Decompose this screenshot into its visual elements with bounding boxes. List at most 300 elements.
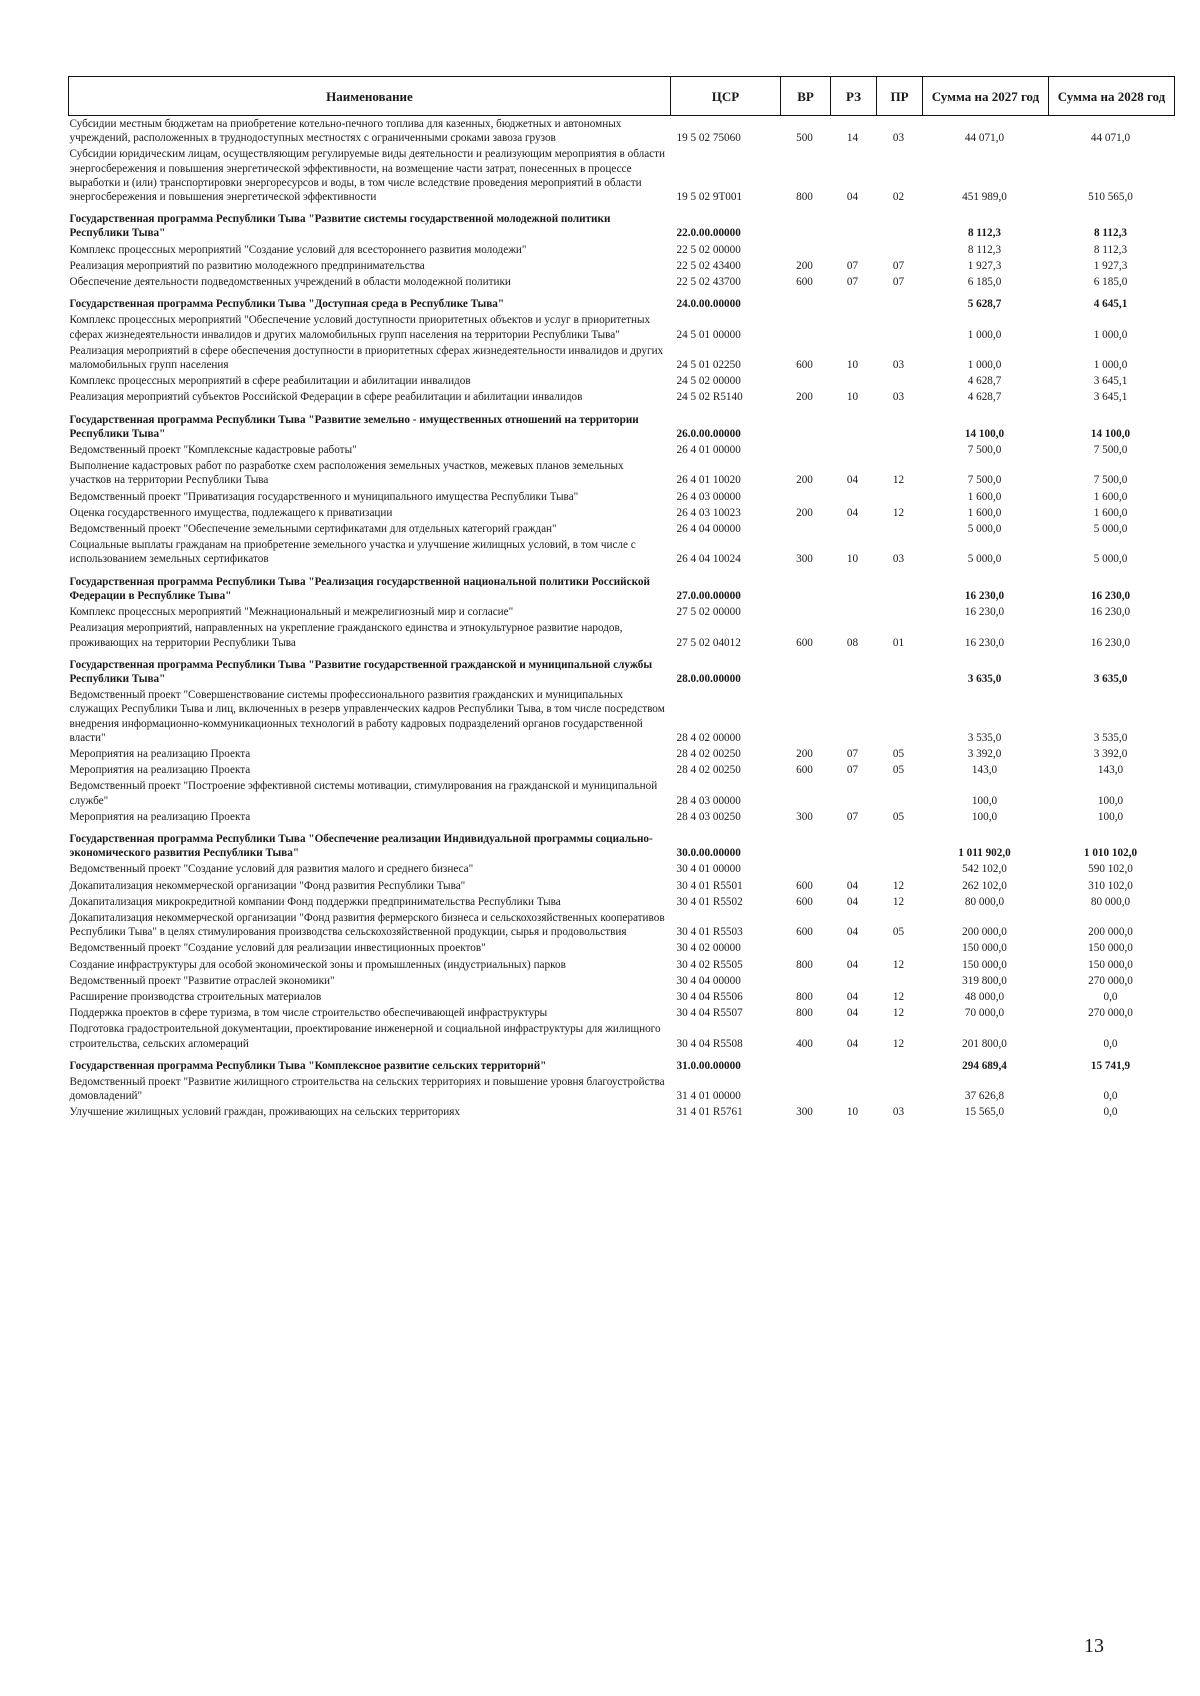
cell-vr: 200 xyxy=(796,391,813,404)
cell-pr xyxy=(877,1074,923,1104)
cell-rz xyxy=(831,1074,877,1104)
cell-csr: 31 4 01 R5761 xyxy=(676,1106,743,1119)
cell-sum-2028: 510 565,0 xyxy=(1088,191,1133,204)
cell-sum-2027: 294 689,4 xyxy=(962,1059,1007,1072)
cell-vr xyxy=(781,973,831,989)
table-row xyxy=(69,458,1175,488)
cell-name: Ведомственный проект "Построение эффективной системы мотивации, стимулирования на гражданской и муниципальной службе" xyxy=(69,780,658,807)
cell-pr xyxy=(877,825,923,861)
cell-name: Выполнение кадастровых работ по разработке схем расположения земельных участков, межевых планов земельных участков на территории Республики Тыва xyxy=(69,460,624,487)
table-row xyxy=(69,957,1175,973)
cell-csr: 28 4 02 00250 xyxy=(676,747,741,760)
cell-name: Ведомственный проект "Приватизация государственного и муниципального имущества Республики Тыва" xyxy=(69,490,579,503)
cell-pr: 05 xyxy=(892,764,905,777)
cell-name: Ведомственный проект "Обеспечение земельными сертификатами для отдельных категорий граждан" xyxy=(69,523,557,536)
cell-sum-2028: 3 392,0 xyxy=(1093,747,1128,760)
cell-vr xyxy=(781,312,831,342)
cell-rz: 10 xyxy=(846,1106,859,1119)
cell-csr: 22 5 02 43700 xyxy=(676,276,741,289)
cell-vr: 800 xyxy=(796,990,813,1003)
cell-vr xyxy=(781,290,831,312)
cell-sum-2028: 150 000,0 xyxy=(1088,942,1133,955)
cell-sum-2027: 7 500,0 xyxy=(967,444,1002,457)
cell-sum-2027: 150 000,0 xyxy=(962,942,1007,955)
cell-sum-2028: 143,0 xyxy=(1097,764,1124,777)
cell-name: Оценка государственного имущества, подлежащего к приватизации xyxy=(69,506,393,519)
cell-csr: 24.0.00.00000 xyxy=(676,298,741,311)
cell-csr: 26 4 04 10024 xyxy=(676,553,741,566)
cell-vr xyxy=(781,651,831,687)
cell-sum-2028: 0,0 xyxy=(1103,1037,1118,1050)
cell-sum-2028: 16 230,0 xyxy=(1090,636,1131,649)
cell-pr: 12 xyxy=(892,474,905,487)
cell-csr: 30 4 04 R5507 xyxy=(676,1007,743,1020)
cell-name: Мероприятия на реализацию Проекта xyxy=(69,764,251,777)
cell-sum-2027: 8 112,3 xyxy=(968,227,1001,240)
cell-sum-2027: 1 000,0 xyxy=(967,359,1002,372)
header-rz: РЗ xyxy=(831,77,877,116)
cell-rz: 04 xyxy=(846,895,859,908)
table-row xyxy=(69,389,1175,405)
cell-rz: 10 xyxy=(846,391,859,404)
cell-rz: 14 xyxy=(846,132,859,145)
cell-rz: 04 xyxy=(846,506,859,519)
cell-vr xyxy=(781,442,831,458)
cell-csr: 28 4 02 00000 xyxy=(676,731,741,744)
cell-sum-2027: 44 071,0 xyxy=(964,132,1005,145)
cell-sum-2028: 3 535,0 xyxy=(1093,731,1128,744)
cell-rz xyxy=(831,940,877,956)
cell-name: Реализация мероприятий по развитию молодежного предпринимательства xyxy=(69,259,425,272)
cell-sum-2028: 14 100,0 xyxy=(1090,427,1131,440)
cell-vr xyxy=(781,778,831,808)
cell-pr: 03 xyxy=(892,359,905,372)
cell-rz: 04 xyxy=(846,926,859,939)
cell-rz: 07 xyxy=(846,259,859,272)
cell-csr: 30 4 04 R5508 xyxy=(676,1037,743,1050)
program-row xyxy=(69,825,1175,861)
cell-name: Ведомственный проект "Совершенствование системы профессионального развития гражданских и муниципальных служащих Республики Тыва и лиц, включенных в резерв управленческих кадров Республики Тыва, в том числе посредством внедрения информационно-коммуникационных технологий в работу кадровых подразделений органов государственной власти" xyxy=(69,689,665,744)
cell-rz: 04 xyxy=(846,1037,859,1050)
cell-vr: 800 xyxy=(796,191,813,204)
cell-csr: 22 5 02 43400 xyxy=(676,259,741,272)
cell-sum-2028: 6 185,0 xyxy=(1093,276,1128,289)
cell-csr: 19 5 02 9Т001 xyxy=(676,191,743,204)
cell-sum-2028: 590 102,0 xyxy=(1088,863,1133,876)
table-row xyxy=(69,746,1175,762)
cell-sum-2027: 16 230,0 xyxy=(964,636,1005,649)
cell-sum-2028: 100,0 xyxy=(1097,810,1124,823)
program-row xyxy=(69,290,1175,312)
cell-name: Докапитализация некоммерческой организации "Фонд развития фермерского бизнеса и сельскохозяйственных кооперативов Республики Тыва" в целях стимулирования производства сельскохозяйственной продукции, сырья и продовольствия xyxy=(69,911,665,939)
cell-name: Государственная программа Республики Тыва "Развитие системы государственной молодежной политики Республики Тыва" xyxy=(69,213,611,240)
cell-name: Реализация мероприятий субъектов Российской Федерации в сфере реабилитации и абилитации инвалидов xyxy=(69,391,583,404)
cell-name: Ведомственный проект "Развитие отраслей экономики" xyxy=(69,974,335,987)
cell-sum-2028: 5 000,0 xyxy=(1093,553,1128,566)
table-header-row xyxy=(69,77,1175,116)
program-row xyxy=(69,651,1175,687)
cell-sum-2027: 5 000,0 xyxy=(967,523,1002,536)
budget-table-page xyxy=(68,76,1174,1121)
cell-vr xyxy=(781,205,831,241)
cell-sum-2028: 3 645,1 xyxy=(1093,375,1128,388)
cell-rz xyxy=(831,406,877,442)
cell-sum-2028: 80 000,0 xyxy=(1090,895,1131,908)
cell-name: Докапитализация микрокредитной компании Фонд поддержки предпринимательства Республики Тыва xyxy=(69,895,561,908)
cell-csr: 27.0.00.00000 xyxy=(676,589,741,602)
cell-vr: 200 xyxy=(796,506,813,519)
cell-sum-2027: 1 600,0 xyxy=(967,490,1002,503)
cell-pr xyxy=(877,312,923,342)
cell-sum-2028: 3 635,0 xyxy=(1093,672,1128,685)
cell-rz: 07 xyxy=(846,276,859,289)
cell-pr: 12 xyxy=(892,895,905,908)
table-row xyxy=(69,861,1175,877)
cell-pr: 12 xyxy=(892,1037,905,1050)
cell-vr: 600 xyxy=(796,926,813,939)
cell-vr xyxy=(781,825,831,861)
cell-sum-2027: 1 600,0 xyxy=(967,506,1002,519)
cell-pr xyxy=(877,861,923,877)
cell-vr: 500 xyxy=(796,132,813,145)
table-row xyxy=(69,537,1175,567)
cell-vr: 600 xyxy=(796,764,813,777)
cell-csr: 24 5 02 00000 xyxy=(676,375,741,388)
table-row xyxy=(69,1021,1175,1051)
cell-sum-2027: 319 800,0 xyxy=(962,974,1007,987)
cell-pr xyxy=(877,651,923,687)
table-row xyxy=(69,762,1175,778)
cell-name: Поддержка проектов в сфере туризма, в том числе строительство обеспечивающей инфраструктуры xyxy=(69,1007,548,1020)
table-row xyxy=(69,894,1175,910)
cell-sum-2027: 3 535,0 xyxy=(967,731,1002,744)
table-row xyxy=(69,910,1175,940)
cell-sum-2027: 5 000,0 xyxy=(967,553,1002,566)
table-row xyxy=(69,312,1175,342)
table-row xyxy=(69,343,1175,373)
table-row xyxy=(69,274,1175,290)
table-row xyxy=(69,687,1175,746)
cell-csr: 27 5 02 00000 xyxy=(676,606,741,619)
cell-csr: 30.0.00.00000 xyxy=(676,847,741,860)
cell-rz xyxy=(831,205,877,241)
cell-name: Расширение производства строительных материалов xyxy=(69,990,322,1003)
cell-sum-2027: 8 112,3 xyxy=(967,243,1002,256)
cell-csr: 26 4 01 10020 xyxy=(676,474,741,487)
cell-sum-2027: 4 628,7 xyxy=(967,375,1002,388)
cell-csr: 26 4 03 10023 xyxy=(676,506,741,519)
cell-sum-2027: 6 185,0 xyxy=(967,276,1002,289)
cell-pr: 12 xyxy=(892,879,905,892)
cell-name: Комплекс процессных мероприятий "Межнациональный и межрелигиозный мир и согласие" xyxy=(69,606,514,619)
cell-name: Комплекс процессных мероприятий "Создание условий для всестороннего развития молодежи" xyxy=(69,243,527,256)
cell-rz: 07 xyxy=(846,764,859,777)
cell-csr: 19 5 02 75060 xyxy=(676,132,741,145)
cell-sum-2027: 80 000,0 xyxy=(964,895,1005,908)
cell-csr: 31.0.00.00000 xyxy=(676,1059,741,1072)
cell-name: Комплекс процессных мероприятий в сфере реабилитации и абилитации инвалидов xyxy=(69,375,471,388)
cell-name: Ведомственный проект "Развитие жилищного строительства на сельских территориях и повышение уровня благоустройства домовладений" xyxy=(69,1075,665,1103)
cell-vr: 600 xyxy=(796,359,813,372)
cell-name: Субсидии местным бюджетам на приобретение котельно-печного топлива для казенных, бюджетных и автономных учреждений, расположенных в труднодоступных местностях с ограниченными сроками завоза грузов xyxy=(69,118,622,145)
cell-sum-2028: 8 112,3 xyxy=(1094,227,1127,240)
table-row xyxy=(69,505,1175,521)
cell-sum-2027: 4 628,7 xyxy=(967,391,1002,404)
cell-pr: 12 xyxy=(892,506,905,519)
table-row xyxy=(69,1074,1175,1104)
cell-rz xyxy=(831,1052,877,1074)
cell-sum-2027: 143,0 xyxy=(971,764,998,777)
cell-csr: 22.0.00.00000 xyxy=(676,227,741,240)
cell-name: Создание инфраструктуры для особой экономической зоны и промышленных (индустриальных) парков xyxy=(69,958,566,971)
cell-csr: 30 4 01 R5503 xyxy=(676,926,743,939)
cell-rz: 08 xyxy=(846,636,859,649)
program-row xyxy=(69,1052,1175,1074)
header-pr: ПР xyxy=(877,77,923,116)
header-sum-2027: Сумма на 2027 год xyxy=(923,77,1049,116)
cell-csr: 26 4 01 00000 xyxy=(676,444,741,457)
table-row xyxy=(69,1005,1175,1021)
cell-rz: 07 xyxy=(846,747,859,760)
cell-pr: 05 xyxy=(892,810,905,823)
cell-sum-2028: 1 010 102,0 xyxy=(1083,847,1138,860)
cell-sum-2028: 7 500,0 xyxy=(1093,444,1128,457)
cell-rz: 04 xyxy=(846,879,859,892)
cell-sum-2028: 16 230,0 xyxy=(1090,606,1131,619)
cell-name: Ведомственный проект "Создание условий для реализации инвестиционных проектов" xyxy=(69,942,486,955)
cell-sum-2027: 48 000,0 xyxy=(964,990,1005,1003)
cell-sum-2027: 5 628,7 xyxy=(967,298,1002,311)
program-row xyxy=(69,406,1175,442)
cell-sum-2028: 1 600,0 xyxy=(1093,506,1128,519)
cell-rz: 10 xyxy=(846,359,859,372)
cell-sum-2027: 3 635,0 xyxy=(967,672,1002,685)
cell-pr: 02 xyxy=(892,191,905,204)
cell-pr: 12 xyxy=(892,990,905,1003)
cell-csr: 30 4 04 R5506 xyxy=(676,990,743,1003)
cell-name: Докапитализация некоммерческой организации "Фонд развития Республики Тыва" xyxy=(69,879,466,892)
cell-csr: 28.0.00.00000 xyxy=(676,672,741,685)
cell-name: Улучшение жилищных условий граждан, проживающих на сельских территориях xyxy=(69,1106,461,1119)
cell-name: Государственная программа Республики Тыва "Развитие земельно - имущественных отношений на территории Республики Тыва" xyxy=(69,413,639,440)
table-row xyxy=(69,604,1175,620)
cell-rz xyxy=(831,290,877,312)
cell-pr: 12 xyxy=(892,1007,905,1020)
cell-rz xyxy=(831,312,877,342)
cell-vr xyxy=(781,568,831,604)
cell-sum-2028: 1 600,0 xyxy=(1093,490,1128,503)
cell-name: Обеспечение деятельности подведомственных учреждений в области молодежной политики xyxy=(69,276,511,289)
cell-sum-2027: 100,0 xyxy=(971,794,998,807)
cell-rz xyxy=(831,242,877,258)
cell-sum-2028: 270 000,0 xyxy=(1088,1007,1133,1020)
cell-sum-2028: 150 000,0 xyxy=(1088,958,1133,971)
cell-pr: 07 xyxy=(892,276,905,289)
cell-name: Ведомственный проект "Комплексные кадастровые работы" xyxy=(69,444,357,457)
cell-vr: 300 xyxy=(796,1106,813,1119)
table-row xyxy=(69,146,1175,205)
cell-vr: 200 xyxy=(796,747,813,760)
cell-sum-2027: 14 100,0 xyxy=(964,427,1005,440)
cell-sum-2028: 1 000,0 xyxy=(1093,359,1128,372)
cell-pr xyxy=(877,604,923,620)
header-name: Наименование xyxy=(69,77,671,116)
cell-csr: 28 4 02 00250 xyxy=(676,764,741,777)
cell-sum-2028: 270 000,0 xyxy=(1088,974,1133,987)
cell-rz xyxy=(831,861,877,877)
cell-sum-2028: 310 102,0 xyxy=(1088,879,1133,892)
cell-sum-2028: 0,0 xyxy=(1103,990,1118,1003)
cell-sum-2027: 542 102,0 xyxy=(962,863,1007,876)
cell-vr: 200 xyxy=(796,474,813,487)
cell-vr xyxy=(781,861,831,877)
page-number: 13 xyxy=(1084,1635,1104,1657)
cell-pr: 05 xyxy=(892,926,905,939)
cell-pr: 05 xyxy=(892,747,905,760)
cell-vr xyxy=(781,521,831,537)
cell-rz xyxy=(831,521,877,537)
cell-rz xyxy=(831,778,877,808)
cell-pr xyxy=(877,290,923,312)
cell-vr: 200 xyxy=(796,259,813,272)
table-row xyxy=(69,878,1175,894)
cell-sum-2027: 1 011 902,0 xyxy=(958,847,1011,860)
table-row xyxy=(69,373,1175,389)
cell-vr xyxy=(781,406,831,442)
cell-pr: 07 xyxy=(892,259,905,272)
cell-sum-2027: 200 000,0 xyxy=(962,926,1007,939)
cell-sum-2027: 16 230,0 xyxy=(964,589,1005,602)
cell-name: Мероприятия на реализацию Проекта xyxy=(69,810,251,823)
cell-sum-2028: 200 000,0 xyxy=(1088,926,1133,939)
cell-sum-2027: 262 102,0 xyxy=(962,879,1007,892)
table-row xyxy=(69,489,1175,505)
cell-csr: 26 4 03 00000 xyxy=(676,490,741,503)
cell-name: Государственная программа Республики Тыва "Реализация государственной национальной политики Российской Федерации в Республике Тыва" xyxy=(69,575,650,602)
program-row xyxy=(69,205,1175,241)
cell-sum-2027: 37 626,8 xyxy=(964,1090,1005,1103)
cell-pr xyxy=(877,778,923,808)
cell-pr xyxy=(877,205,923,241)
cell-rz xyxy=(831,651,877,687)
budget-table xyxy=(68,76,1175,1121)
table-row xyxy=(69,809,1175,825)
cell-sum-2027: 7 500,0 xyxy=(967,474,1002,487)
cell-pr xyxy=(877,406,923,442)
cell-pr xyxy=(877,568,923,604)
header-vr: ВР xyxy=(781,77,831,116)
cell-vr xyxy=(781,242,831,258)
cell-sum-2028: 1 927,3 xyxy=(1093,259,1128,272)
cell-vr xyxy=(781,1074,831,1104)
cell-vr xyxy=(781,1052,831,1074)
cell-rz xyxy=(831,973,877,989)
cell-sum-2028: 0,0 xyxy=(1103,1090,1118,1103)
cell-pr: 03 xyxy=(892,391,905,404)
cell-sum-2027: 201 800,0 xyxy=(962,1037,1007,1050)
cell-sum-2028: 16 230,0 xyxy=(1090,589,1131,602)
cell-csr: 30 4 02 R5505 xyxy=(676,958,743,971)
table-row xyxy=(69,242,1175,258)
table-row xyxy=(69,973,1175,989)
cell-vr xyxy=(781,687,831,746)
cell-vr xyxy=(781,604,831,620)
cell-name: Государственная программа Республики Тыва "Развитие государственной гражданской и муниципальной службы Республики Тыва" xyxy=(69,658,653,685)
cell-sum-2028: 44 071,0 xyxy=(1090,132,1131,145)
table-row xyxy=(69,442,1175,458)
cell-name: Комплекс процессных мероприятий "Обеспечение условий доступности приоритетных объектов и услуг в приоритетных сферах жизнедеятельности инвалидов и других маломобильных групп населения на территории Республики Тыва" xyxy=(69,314,651,341)
cell-csr: 28 4 03 00250 xyxy=(676,810,741,823)
cell-pr: 03 xyxy=(892,553,905,566)
cell-sum-2028: 8 112,3 xyxy=(1093,243,1128,256)
cell-sum-2027: 100,0 xyxy=(971,810,998,823)
cell-csr: 30 4 01 R5502 xyxy=(676,895,743,908)
cell-name: Государственная программа Республики Тыва "Доступная среда в Республике Тыва" xyxy=(69,298,505,311)
header-csr: ЦСР xyxy=(671,77,781,116)
table-row xyxy=(69,521,1175,537)
cell-rz xyxy=(831,489,877,505)
cell-vr: 600 xyxy=(796,276,813,289)
cell-rz: 04 xyxy=(846,191,859,204)
cell-rz: 04 xyxy=(846,474,859,487)
cell-sum-2028: 100,0 xyxy=(1097,794,1124,807)
cell-sum-2027: 451 989,0 xyxy=(962,191,1007,204)
cell-sum-2028: 7 500,0 xyxy=(1093,474,1128,487)
cell-sum-2027: 16 230,0 xyxy=(964,606,1005,619)
cell-csr: 30 4 04 00000 xyxy=(676,974,741,987)
cell-csr: 27 5 02 04012 xyxy=(676,636,741,649)
cell-rz: 04 xyxy=(846,1007,859,1020)
cell-pr xyxy=(877,940,923,956)
cell-sum-2027: 150 000,0 xyxy=(962,958,1007,971)
cell-name: Государственная программа Республики Тыва "Комплексное развитие сельских территорий" xyxy=(69,1059,547,1072)
cell-sum-2028: 4 645,1 xyxy=(1093,298,1128,311)
program-row xyxy=(69,568,1175,604)
cell-pr xyxy=(877,1052,923,1074)
cell-rz: 07 xyxy=(846,810,859,823)
cell-sum-2028: 15 741,9 xyxy=(1090,1059,1131,1072)
cell-csr: 28 4 03 00000 xyxy=(676,794,741,807)
cell-pr xyxy=(877,489,923,505)
cell-vr: 300 xyxy=(796,553,813,566)
header-sum-2028: Сумма на 2028 год xyxy=(1049,77,1175,116)
cell-name: Субсидии юридическим лицам, осуществляющим регулируемые виды деятельности и реализующим мероприятия в области энергосбережения и повышения энергетической эффективности, на возмещение части затрат, понесенных в процессе выработки и (или) транспортировки энергоресурсов и воды, в том числе вследствие проведения мероприятий в области энергосбережения и повышения энергетической эффективности xyxy=(69,148,666,204)
cell-rz xyxy=(831,568,877,604)
cell-csr: 31 4 01 00000 xyxy=(676,1090,741,1103)
cell-sum-2027: 1 927,3 xyxy=(967,259,1002,272)
cell-pr: 01 xyxy=(892,636,905,649)
cell-pr xyxy=(877,687,923,746)
cell-csr: 24 5 01 02250 xyxy=(676,359,741,372)
cell-csr: 26 4 04 00000 xyxy=(676,523,741,536)
cell-csr: 24 5 01 00000 xyxy=(676,328,741,341)
cell-csr: 22 5 02 00000 xyxy=(676,243,741,256)
cell-rz: 04 xyxy=(846,958,859,971)
cell-vr xyxy=(781,373,831,389)
cell-rz: 04 xyxy=(846,990,859,1003)
cell-csr: 30 4 01 R5501 xyxy=(676,879,743,892)
cell-rz: 10 xyxy=(846,553,859,566)
cell-vr: 600 xyxy=(796,895,813,908)
cell-name: Реализация мероприятий в сфере обеспечения доступности в приоритетных сферах жизнедеятельности инвалидов и других маломобильных групп населения xyxy=(69,344,664,372)
cell-rz xyxy=(831,373,877,389)
cell-pr xyxy=(877,373,923,389)
cell-vr: 800 xyxy=(796,958,813,971)
cell-sum-2028: 5 000,0 xyxy=(1093,523,1128,536)
cell-vr: 400 xyxy=(796,1037,813,1050)
cell-name: Ведомственный проект "Создание условий для развития малого и среднего бизнеса" xyxy=(69,863,474,876)
table-row xyxy=(69,940,1175,956)
